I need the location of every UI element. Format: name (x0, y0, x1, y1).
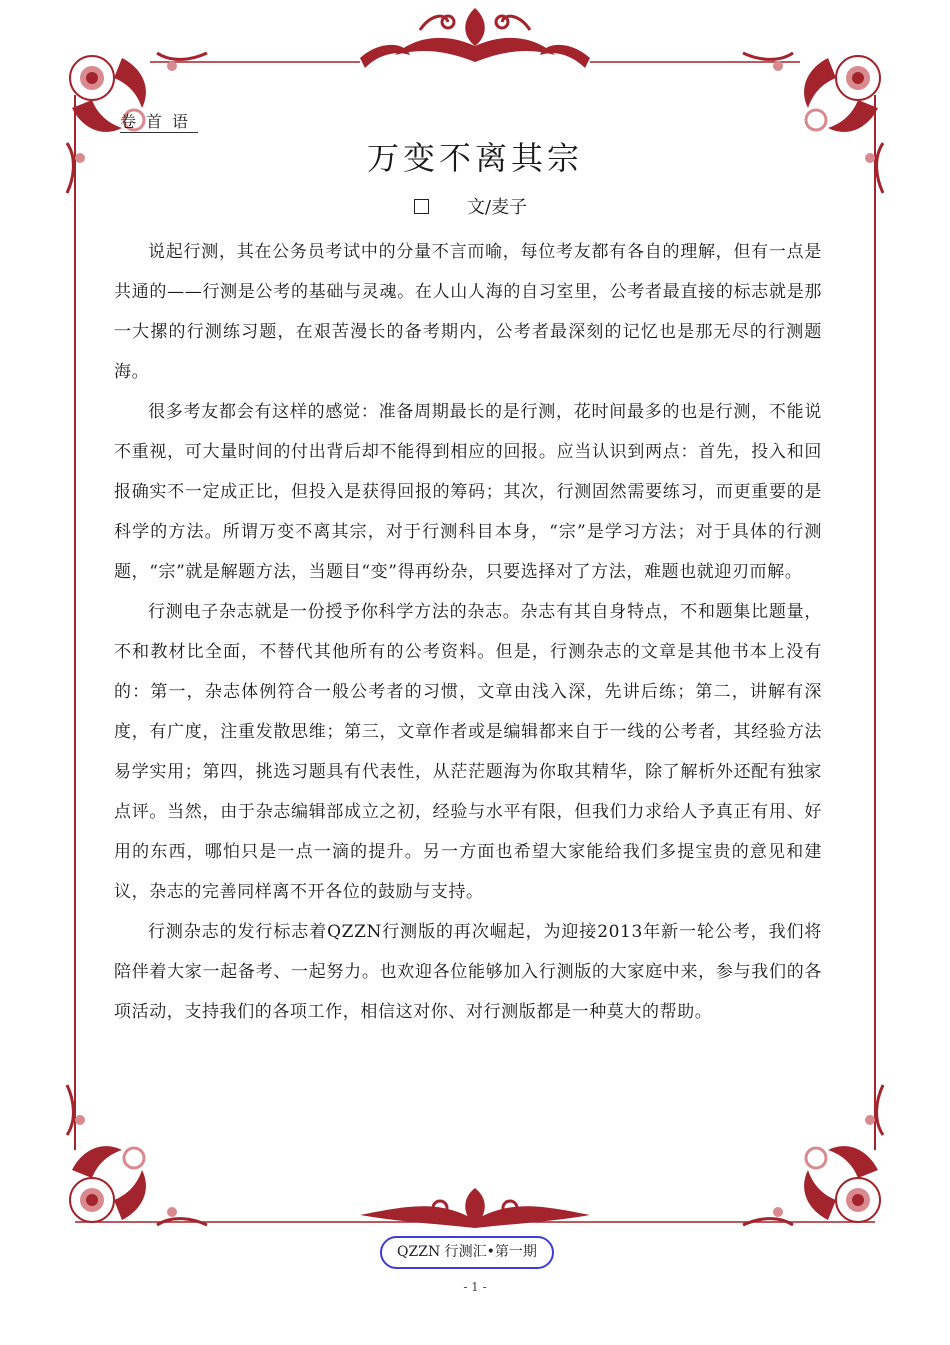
corner-ornament-bottom-left (67, 1085, 207, 1225)
paragraph: 行测杂志的发行标志着QZZN行测版的再次崛起，为迎接2013年新一轮公考，我们将陪伴着大家一起备考、一起努力。也欢迎各位能够加入行测版的大家庭中来，参与我们的各项活动，支持我们的各项工作，相信这对你、对行测版都是一种莫大的帮助。 (114, 922, 822, 1022)
author-credit: 文/麦子 (467, 197, 528, 218)
issue-badge: QZZN 行测汇•第一期 (380, 1236, 554, 1269)
paragraph: 行测电子杂志就是一份授予你科学方法的杂志。杂志有其自身特点，不和题集比题量，不和教材比全面，不替代其他所有的公考资料。但是，行测杂志的文章是其他书本上没有的：第一，杂志体例符合一般公考者的习惯，文章由浅入深，先讲后练；第二，讲解有深度，有广度，注重发散思维；第三，文章作者或是编辑都来自于一线的公考者，其经验方法易学实用；第四，挑选习题具有代表性，从茫茫题海为你取其精华，除了解析外还配有独家点评。当然，由于杂志编辑部成立之初，经验与水平有限，但我们力求给人予真正有用、好用的东西，哪怕只是一点一滴的提升。另一方面也希望大家能给我们多提宝贵的意见和建议，杂志的完善同样离不开各位的鼓励与支持。 (114, 602, 822, 902)
checkbox-square-icon (414, 199, 429, 214)
paragraph: 很多考友都会有这样的感觉：准备周期最长的是行测，花时间最多的也是行测，不能说不重视，可大量时间的付出背后却不能得到相应的回报。应当认识到两点：首先，投入和回报确实不一定成正比，但投入是获得回报的筹码；其次，行测固然需要练习，而更重要的是科学的方法。所谓万变不离其宗，对于行测科目本身，“宗”是学习方法；对于具体的行测题，“宗”就是解题方法，当题目“变”得再纷杂，只要选择对了方法，难题也就迎刃而解。 (114, 402, 822, 582)
page-number: - 1 - (463, 1280, 487, 1294)
top-ornament (360, 8, 590, 68)
article-title: 万变不离其宗 (366, 139, 583, 177)
section-label: 卷首语 (120, 112, 199, 131)
corner-ornament-bottom-right (743, 1085, 883, 1225)
byline (414, 196, 527, 220)
article-body (114, 232, 822, 1032)
paragraph: 说起行测，其在公务员考试中的分量不言而喻，每位考友都有各自的理解，但有一点是共通的——行测是公考的基础与灵魂。在人山人海的自习室里，公考者最直接的标志就是那一大摞的行测练习题，在艰苦漫长的备考期内，公考者最深刻的记忆也是那无尽的行测题海。 (114, 242, 822, 382)
